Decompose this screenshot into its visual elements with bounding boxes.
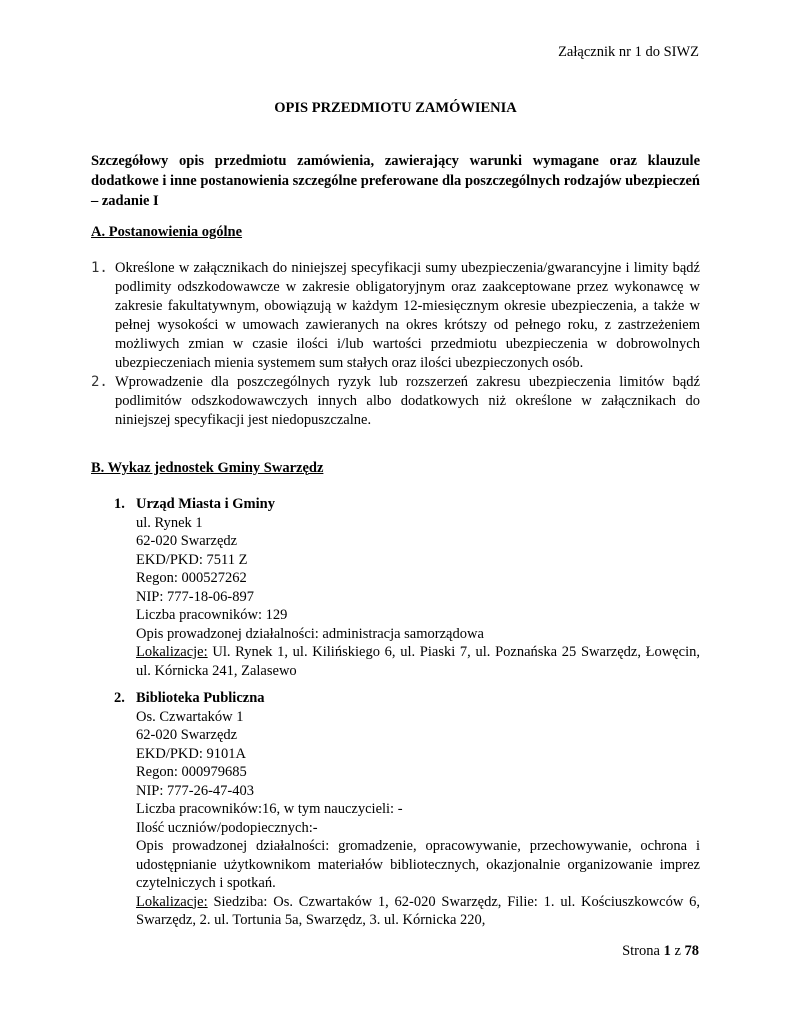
unit-detail-line: Ilość uczniów/podopiecznych:- xyxy=(136,819,318,836)
unit-detail-line: Os. Czwartaków 1 xyxy=(136,708,244,725)
page-label: Strona xyxy=(622,943,660,959)
unit-detail-line: EKD/PKD: 7511 Z xyxy=(136,551,248,568)
unit-activity: Opis prowadzonej działalności: gromadzenie, opracowywanie, przechowywanie, ochrona i udostępnianie użytkownikom materiałów bibliotecznych, okazjonalnie organizowanie imprez czytelniczych i spotkań. xyxy=(136,838,700,891)
unit-number: 2. xyxy=(114,690,125,706)
unit-detail-line: EKD/PKD: 9101A xyxy=(136,745,246,762)
unit-detail-line: 62-020 Swarzędz xyxy=(136,533,238,549)
total-pages: 78 xyxy=(684,943,699,959)
unit-detail-line: Regon: 000527262 xyxy=(136,570,247,586)
unit-detail-line: NIP: 777-18-06-897 xyxy=(136,588,255,605)
annex-label: Załącznik nr 1 do SIWZ xyxy=(558,44,699,60)
locations-text: Ul. Rynek 1, ul. Kilińskiego 6, ul. Piaski 7, ul. Poznańska 25 Swarzędz, Łowęcin, ul. Kórnicka 241, Zalasewo xyxy=(136,644,700,679)
unit-detail-line: Regon: 000979685 xyxy=(136,764,247,780)
page-separator: z xyxy=(674,943,681,959)
list-item-text: Wprowadzenie dla poszczególnych ryzyk lub rozszerzeń zakresu ubezpieczenia limitów bądź podlimitów odszkodowawczych innych albo dodatkowych niż określone w załącznikach do niniejszej specyfikacji jest niedopuszczalne. xyxy=(115,374,700,428)
section-a-list xyxy=(91,259,700,430)
locations-label: Lokalizacje: xyxy=(136,644,208,660)
list-item-number: 2. xyxy=(91,374,108,390)
unit-heading xyxy=(114,495,700,514)
current-page: 1 xyxy=(663,943,671,959)
unit-locations xyxy=(136,643,700,680)
unit-name: Urząd Miasta i Gminy xyxy=(136,496,275,512)
list-item xyxy=(91,259,700,373)
unit-detail-line: Liczba pracowników:16, w tym nauczycieli: - xyxy=(136,801,403,817)
page-footer xyxy=(622,943,699,960)
unit-detail-line: Opis prowadzonej działalności: administracja samorządowa xyxy=(136,625,484,642)
unit-entry xyxy=(114,689,700,930)
unit-number: 1. xyxy=(114,496,125,512)
unit-detail-line: ul. Rynek 1 xyxy=(136,514,203,531)
unit-detail-line: 62-020 Swarzędz xyxy=(136,727,238,743)
list-item xyxy=(91,373,700,430)
unit-details xyxy=(114,514,700,681)
unit-detail-line: NIP: 777-26-47-403 xyxy=(136,782,255,799)
list-item-number: 1. xyxy=(91,260,108,276)
section-b-heading: B. Wykaz jednostek Gminy Swarzędz xyxy=(91,460,324,476)
intro-paragraph: Szczegółowy opis przedmiotu zamówienia, zawierający warunki wymagane oraz klauzule dodatkowe i inne postanowienia szczególne preferowane dla poszczególnych rodzajów ubezpieczeń – zadanie I xyxy=(91,153,700,209)
unit-detail-line: Liczba pracowników: 129 xyxy=(136,607,288,623)
section-a-heading: A. Postanowienia ogólne xyxy=(91,224,243,240)
locations-text: Siedziba: Os. Czwartaków 1, 62-020 Swarzędz, Filie: 1. ul. Kościuszkowców 6, Swarzędz, 2. ul. Tortunia 5a, Swarzędz, 3. ul. Kórnicka 220, xyxy=(136,893,700,928)
unit-name: Biblioteka Publiczna xyxy=(136,690,265,706)
unit-locations xyxy=(136,893,700,930)
unit-details xyxy=(114,708,700,930)
list-item-text: Określone w załącznikach do niniejszej specyfikacji sumy ubezpieczenia/gwarancyjne i limity bądź podlimity odszkodowawcze w zakresie obligatoryjnym oraz zaakceptowane przez wykonawcę w zakresie fakultatywnym, obowiązują w każdym 12-miesięcznym okresie ubezpieczenia, a także w pełnej wysokości w umowach zawieranych na okres krótszy od pełnego roku, z zastrzeżeniem możliwych zmian w czasie ilości i/lub wartości przedmiotu ubezpieczenia w dobrowolnych ubezpieczeniach mienia systemem sum stałych oraz ilości ubezpieczonych osób. xyxy=(115,260,700,371)
locations-label: Lokalizacje: xyxy=(136,893,208,910)
unit-entry xyxy=(114,495,700,680)
unit-heading xyxy=(114,689,700,708)
document-title: OPIS PRZEDMIOTU ZAMÓWIENIA xyxy=(274,100,517,116)
